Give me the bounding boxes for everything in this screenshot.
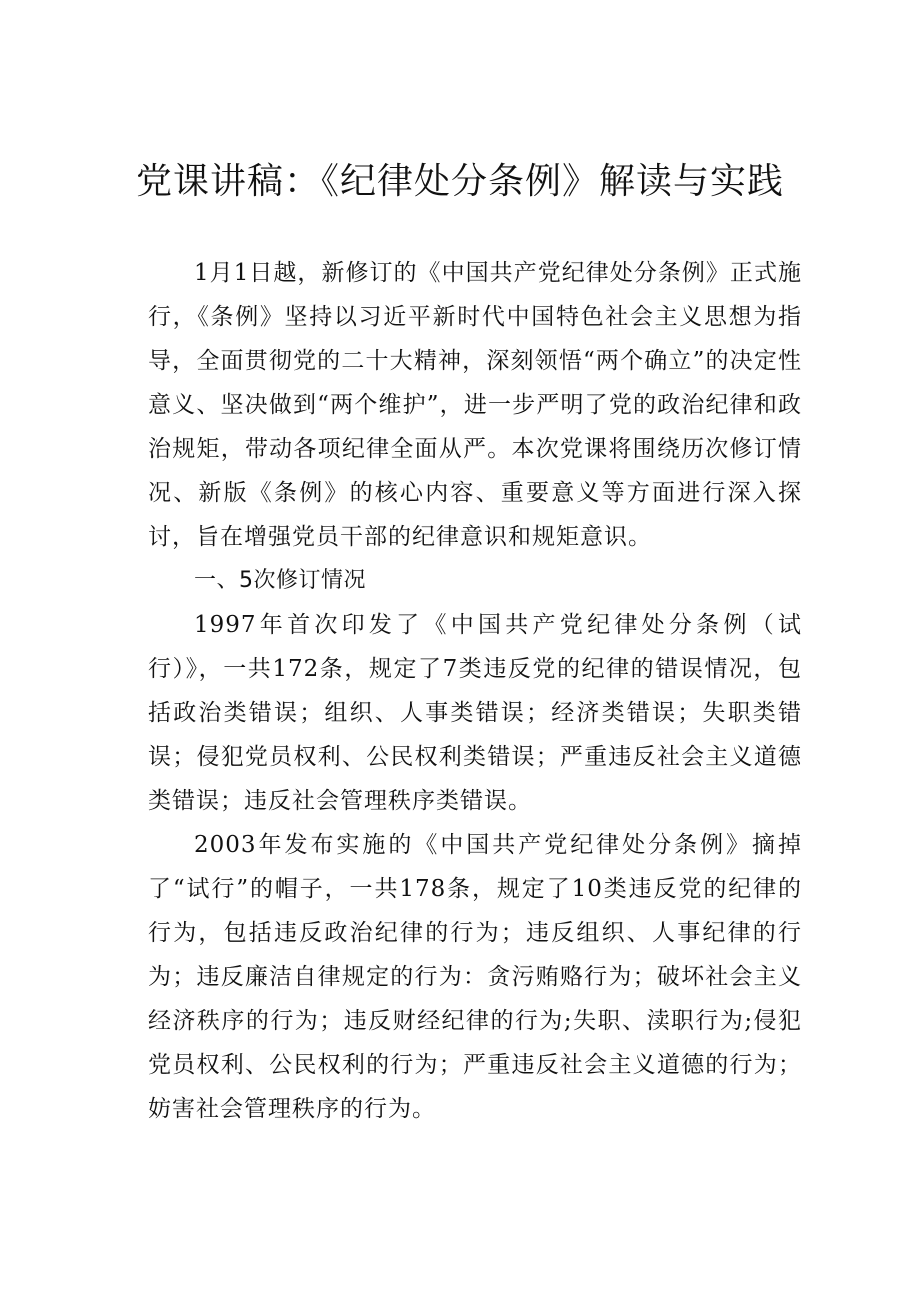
document-title: 党课讲稿：《纪律处分条例》解读与实践 (135, 161, 784, 202)
document-body (148, 251, 802, 1131)
section-paragraph-1997: 1997年首次印发了《中国共产党纪律处分条例（试行）》，一共172条，规定了7类违反党的纪律的错误情况，包括政治类错误；组织、人事类错误；经济类错误；失职类错误；侵犯党员权利、公民权利类错误；严重违反社会主义道德类错误；违反社会管理秩序类错误。 (148, 612, 802, 814)
intro-paragraph: 1月1日越，新修订的《中国共产党纪律处分条例》正式施行，《条例》坚持以习近平新时代中国特色社会主义思想为指导，全面贯彻党的二十大精神，深刻领悟“两个确立”的决定性意义、坚决做到“两个维护”，进一步严明了党的政治纪律和政治规矩，带动各项纪律全面从严。本次党课将围绕历次修订情况、新版《条例》的核心内容、重要意义等方面进行深入探讨，旨在增强党员干部的纪律意识和规矩意识。 (148, 260, 802, 550)
section-heading: 一、5次修订情况 (194, 568, 366, 593)
section-paragraph-2003: 2003年发布实施的《中国共产党纪律处分条例》摘掉了“试行”的帽子，一共178条，规定了10类违反党的纪律的行为，包括违反政治纪律的行为；违反组织、人事纪律的行为；违反廉洁自律规定的行为：贪污贿赂行为；破坏社会主义经济秩序的行为；违反财经纪律的行为;失职、渎职行为;侵犯党员权利、公民权利的行为；严重违反社会主义道德的行为；妨害社会管理秩序的行为。 (148, 832, 802, 1122)
